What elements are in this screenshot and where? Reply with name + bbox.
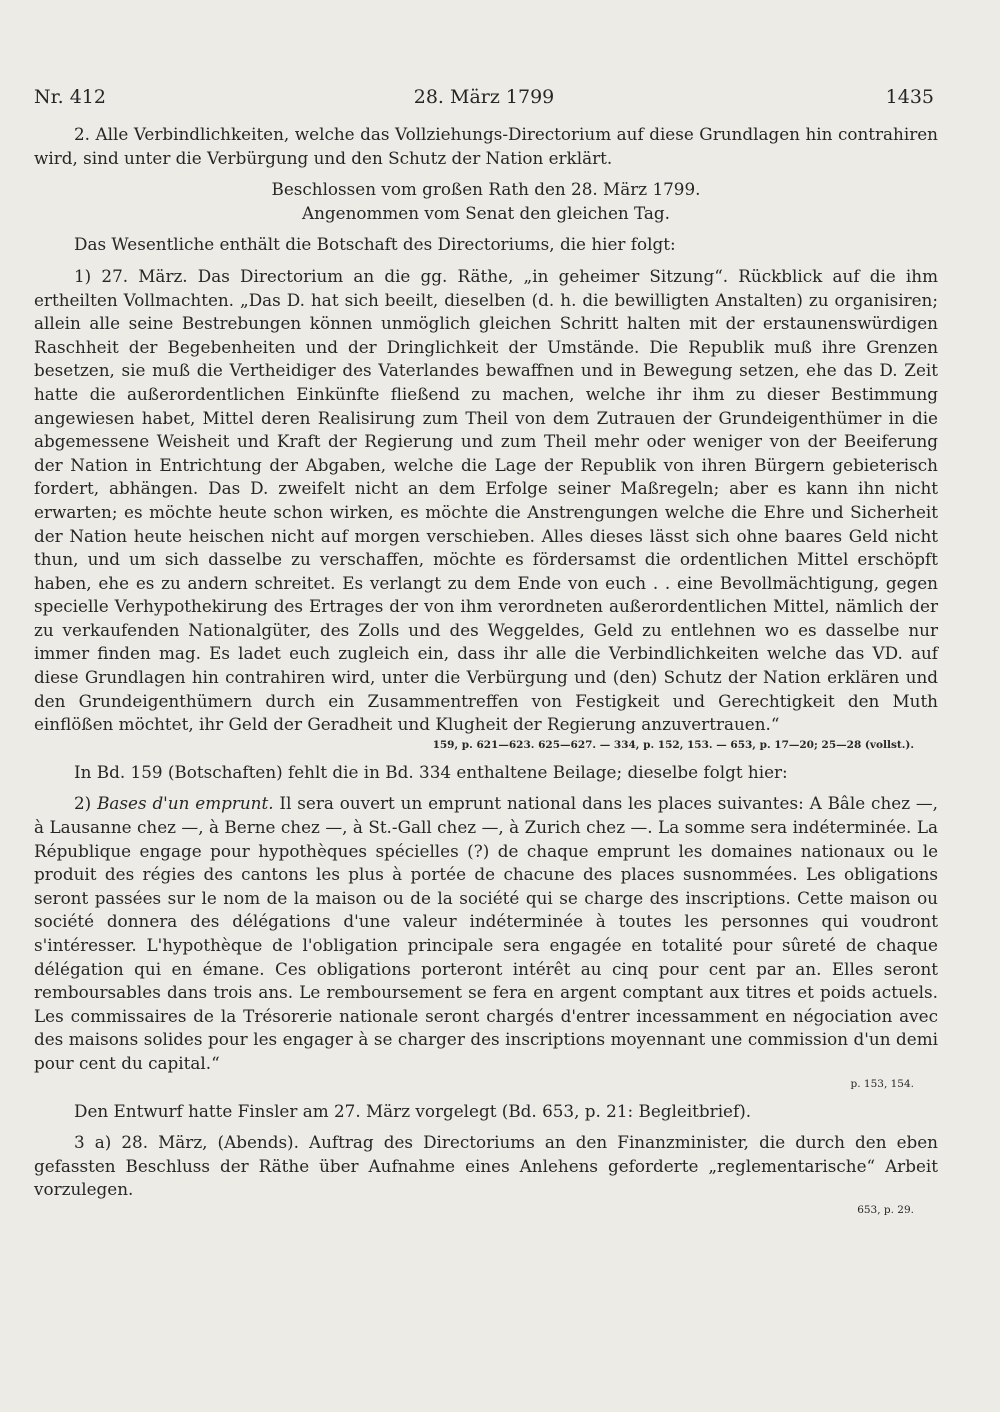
source-reference-3: 653, p. 29. (857, 1203, 914, 1216)
attachment-title: Bases d'un emprunt. (97, 793, 274, 814)
paragraph-finance-order: 3 a) 28. März, (Abends). Auftrag des Directoriums an den Finanzminister, die durch den eben gefassten Beschluss der Räthe über Aufnahme eines Anlehens geforderte „reglementarische“ Arbeit vorzulegen. (34, 1132, 938, 1200)
paragraph-draft-note: Den Entwurf hatte Finsler am 27. März vorgelegt (Bd. 653, p. 21: Begleitbrief). (74, 1100, 752, 1121)
paragraph-bases-emprunt (34, 792, 938, 1075)
paragraph-attachment-note: In Bd. 159 (Botschaften) fehlt die in Bd. 334 enthaltene Beilage; dieselbe folgt hier: (74, 761, 788, 782)
paragraph-message: 1) 27. März. Das Directorium an die gg. Räthe, „in geheimer Sitzung“. Rückblick auf die ihm ertheilten Vollmachten. „Das D. hat sich beeilt, dieselben (d. h. die bewilligten Anstalten) zu organisiren; allein alle seine Bestrebungen können unmöglich gleichen Schritt halten mit der erstaunenswürdigen Raschheit der Begebenheiten und der Dringlichkeit der Umstände. Die Republik muß ihre Grenzen besetzen, sie muß die Vertheidiger des Vaterlandes bewaffnen und in Bewegung setzen, ehe das D. Zeit hatte die außerordentlichen Einkünfte fließend zu machen, welche ihr ihm zu dieser Bestimmung angewiesen habet, Mittel deren Realisirung zum Theil von dem Zutrauen der Grundeigenthümer in die abgemessene Weisheit und Kraft der Regierung und zum Theil mehr oder weniger von der Beeiferung der Nation in Entrichtung der Abgaben, welche die Lage der Republik von ihren Bürgern gebieterisch fordert, abhängen. Das D. zweifelt nicht an dem Erfolge seiner Maßregeln; aber es kann ihn nicht erwarten; es möchte heute schon wirken, es möchte die Anstrengungen welche die Ehre und Sicherheit der Nation heute heischen nicht auf morgen verschieben. Alles dieses lässt sich ohne baares Geld nicht thun, und um sich dasselbe zu verschaffen, möchte es fördersamst die ordentlichen Mittel erschöpft haben, ehe es zu andern schreitet. Es verlangt zu dem Ende von euch . . eine Bevollmächtigung, gegen specielle Verhypothekirung des Ertrages der von ihm verordneten außerordentlichen Mittel, nämlich der zu verkaufenden Nationalgüter, des Zolls und des Weggeldes, Geld zu entlehnen wo es dasselbe nur immer finden mag. Es ladet euch zugleich ein, dass ihr alle die Verbindlichkeiten welche das VD. auf diese Grundlagen hin contrahiren wird, unter die Verbürgung und (den) Schutz der Nation erklären und den Grundeigenthümern durch ein Zusammentreffen von Festigkeit und Gerechtigkeit den Muth einflößen möchtet, ihr Geld der Geradheit und Klugheit der Regierung anzuvertrauen.“ (34, 265, 938, 735)
item-number: 2) (74, 793, 98, 814)
running-header (34, 86, 934, 114)
page-number: 1435 (885, 86, 934, 108)
attachment-text: Il sera ouvert un emprunt national dans les places suivantes: A Bâle chez —, à Lausanne chez —, à Berne chez —, à St.-Gall chez —, à Zurich chez —. La somme sera indéterminée. La République engage pour hypothèques spécielles (?) de chaque emprunt les domaines nationaux ou le produit des régies des cantons les plus à portée de chacune des places susnommées. Les obligations seront passées sur le nom de la maison ou de la société qui se charge des inscriptions. Cette maison ou société donnera des délégations d'une valeur indéterminée à toutes les personnes qui voudront s'intéresser. L'hypothèque de l'obligation principale sera engagée en totalité pour sûreté de chaque délégation qui en émane. Ces obligations porteront intérêt au cinq pour cent par an. Elles seront remboursables dans trois ans. Le remboursement se fera en argent comptant aux titres et poids actuels. Les commissaires de la Trésorerie nationale seront chargés d'entrer incessamment en négociation avec des maisons solides pour les engager à se charger des inscriptions moyennant une commission d'un demi pour cent du capital.“ (34, 793, 939, 1073)
paragraph-obligations: 2. Alle Verbindlichkeiten, welche das Vollziehungs-Directorium auf diese Grundlagen hin contrahiren wird, sind unter die Verbürgung und den Schutz der Nation erklärt. (34, 124, 938, 168)
document-number: Nr. 412 (34, 86, 106, 108)
header-date: 28. März 1799 (413, 86, 555, 108)
page-body (34, 123, 938, 1218)
source-reference-1: 159, p. 621—623. 625—627. — 334, p. 152, 153. — 653, p. 17—20; 25—28 (vollst.). (432, 738, 914, 751)
resolution-line-2: Angenommen vom Senat den gleichen Tag. (301, 202, 671, 223)
resolution-line-1: Beschlossen vom großen Rath den 28. März 1799. (271, 179, 701, 200)
paragraph-intro: Das Wesentliche enthält die Botschaft des Directoriums, die hier folgt: (74, 234, 676, 255)
source-reference-2: p. 153, 154. (850, 1077, 914, 1090)
